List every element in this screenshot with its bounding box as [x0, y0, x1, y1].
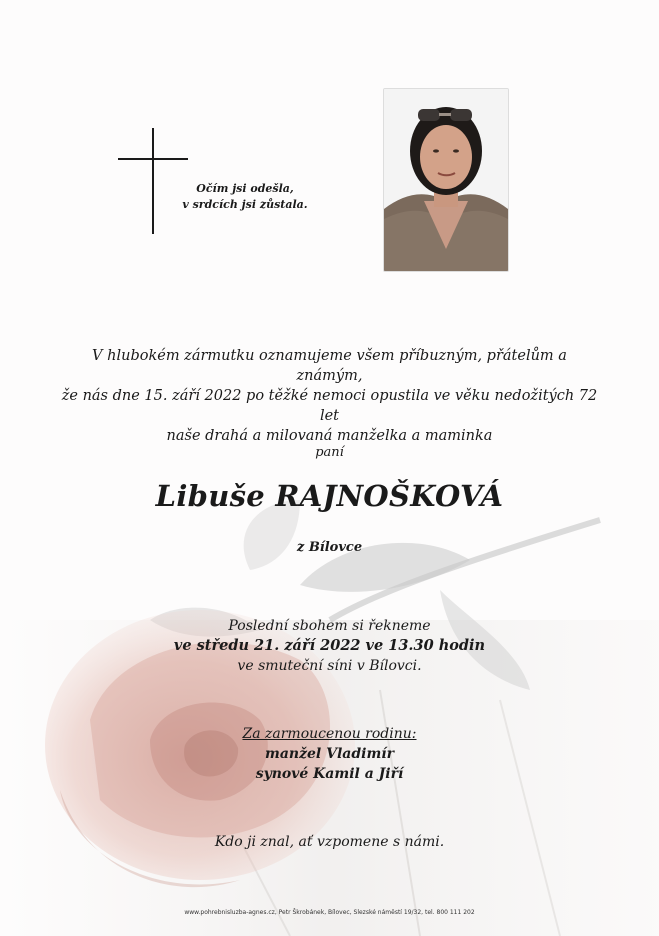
portrait-photo: [383, 88, 509, 272]
origin-town: z Bílovce: [296, 540, 363, 555]
honorific: paní: [315, 445, 344, 460]
funeral-intro: Poslední sbohem si řekneme: [228, 618, 431, 634]
funeral-service-footer: www.pohrebnisluzba-agnes.cz, Petr Škrobánek, Bílovec, Slezské náměstí 19/32, tel. 800 111 202: [184, 909, 475, 916]
family-member: manžel Vladimír: [265, 746, 394, 762]
closing-line: Kdo ji znal, ať vzpomene s námi.: [214, 834, 445, 850]
motto: [175, 181, 315, 213]
portrait-image: [384, 89, 508, 271]
motto-line: Očím jsi odešla,: [196, 182, 294, 195]
announcement-text: [60, 346, 599, 446]
announcement-line: že nás dne 15. září 2022 po těžké nemoci opustila ve věku nedožitých 72 let: [61, 388, 598, 424]
announcement-line: V hlubokém zármutku oznamujeme všem příbuzným, přátelům a známým,: [92, 348, 567, 384]
deceased-name: Libuše RAJNOŠKOVÁ: [155, 479, 504, 513]
funeral-info: [0, 616, 659, 676]
announcement-line: naše drahá a milovaná manželka a maminka: [166, 428, 493, 444]
family-heading: Za zarmoucenou rodinu:: [242, 726, 417, 742]
funeral-location: ve smuteční síni v Bílovci.: [237, 658, 422, 674]
funeral-date-time: ve středu 21. září 2022 ve 13.30 hodin: [173, 637, 486, 654]
family-member: synové Kamil a Jiří: [255, 766, 404, 782]
motto-line: v srdcích jsi zůstala.: [182, 198, 308, 211]
family-signature: [0, 724, 659, 784]
